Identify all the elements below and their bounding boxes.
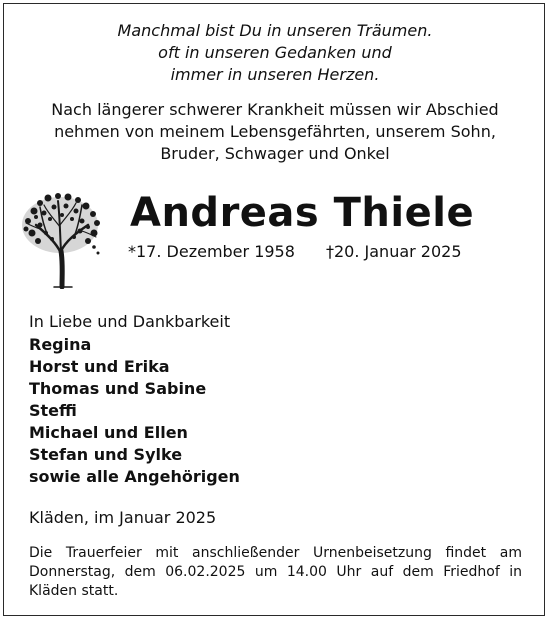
death-date: †20. Januar 2025 — [326, 242, 462, 261]
mourner-name: sowie alle Angehörigen — [29, 467, 240, 486]
mourner-name: Stefan und Sylke — [29, 445, 183, 464]
place-date: Kläden, im Januar 2025 — [29, 508, 217, 527]
tree-icon — [18, 191, 104, 289]
birth-date: *17. Dezember 1958 — [128, 242, 295, 261]
funeral-line: Donnerstag, dem 06.02.2025 um 14.00 Uhr auf dem Friedhof in — [29, 564, 522, 580]
mourner-name: Horst und Erika — [29, 357, 170, 376]
deceased-name: Andreas Thiele — [130, 190, 475, 236]
mourner-name: Thomas und Sabine — [29, 379, 207, 398]
funeral-info — [29, 544, 522, 601]
poem — [0, 20, 550, 86]
mourner-name: Regina — [29, 335, 92, 354]
poem-line: Manchmal bist Du in unseren Träumen. — [117, 21, 433, 40]
mourner-name: Steffi — [29, 401, 77, 420]
mourners-intro: In Liebe und Dankbarkeit — [29, 312, 231, 331]
notice-line: nehmen von meinem Lebensgefährten, unserem Sohn, — [54, 122, 496, 141]
funeral-line: Kläden statt. — [29, 583, 119, 599]
notice-line: Bruder, Schwager und Onkel — [160, 144, 390, 163]
death-notice-text — [0, 99, 550, 165]
notice-line: Nach längerer schwerer Krankheit müssen wir Abschied — [51, 100, 499, 119]
poem-line: oft in unseren Gedanken und — [158, 43, 392, 62]
funeral-line: Die Trauerfeier mit anschließender Urnenbeisetzung findet am — [29, 545, 522, 561]
poem-line: immer in unseren Herzen. — [170, 65, 380, 84]
mourner-name: Michael und Ellen — [29, 423, 188, 442]
mourners-list — [29, 334, 240, 488]
